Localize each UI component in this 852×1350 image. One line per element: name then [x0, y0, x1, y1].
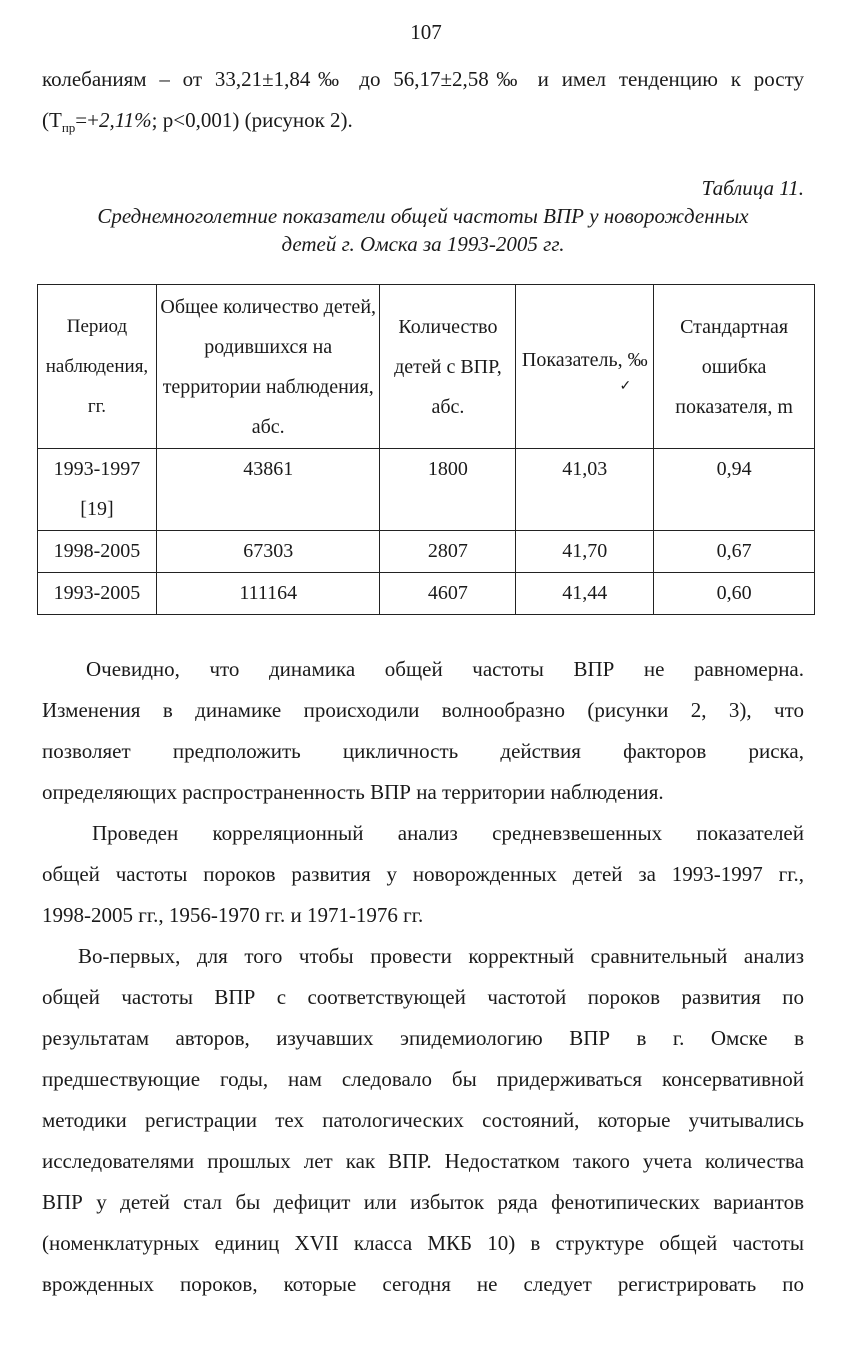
- paragraph-2-line: общей частоты пороков развития у новорожденных детей за 1993-1997 гг.,: [42, 862, 804, 886]
- cell-rate: 41,44: [516, 573, 654, 615]
- intro-line-2-b: =+: [75, 108, 99, 132]
- paragraph-2-line: 1998-2005 гг., 1956-1970 гг. и 1971-1976 гг.: [42, 903, 424, 927]
- table-row: [38, 449, 815, 531]
- cell-total-births: 111164: [156, 573, 380, 615]
- cell-period: 1993-1997 [19]: [38, 449, 157, 531]
- paragraph-1-line: Изменения в динамике происходили волнообразно (рисунки 2, 3), что: [42, 698, 804, 722]
- cell-total-births: 43861: [156, 449, 380, 531]
- data-table: [37, 284, 815, 615]
- cell-rate: 41,03: [516, 449, 654, 531]
- paragraph-2-line: Проведен корреляционный анализ средневзвешенных показателей: [92, 821, 804, 845]
- paragraph-3-line: Во-первых, для того чтобы провести корректный сравнительный анализ: [78, 944, 804, 968]
- intro-line-1: колебаниям – от 33,21±1,84‰ до 56,17±2,58‰ и имел тенденцию к росту: [42, 67, 804, 91]
- paragraph-3-line: (номенклатурных единиц XVII класса МКБ 10) в структуре общей частоты: [42, 1231, 804, 1255]
- table-row: [38, 573, 815, 615]
- intro-line-2-sub: пр: [61, 120, 76, 136]
- header-total-births: Общее количество детей, родившихся на территории наблюдения, абс.: [156, 285, 380, 449]
- intro-line-2: [42, 107, 804, 141]
- paragraph-1-line: позволяет предположить цикличность действия факторов риска,: [42, 739, 804, 763]
- cell-std-error: 0,60: [654, 573, 815, 615]
- intro-line-2-italic: 2,11%: [98, 108, 152, 132]
- paragraph-3-line: предшествующие годы, нам следовало бы придерживаться консервативной: [42, 1067, 804, 1091]
- cell-period: 1993-2005: [38, 573, 157, 615]
- cell-cdm-count: 1800: [380, 449, 516, 531]
- table-label: Таблица 11.: [701, 176, 804, 200]
- paragraph-3-line: общей частоты ВПР с соответствующей частотой пороков развития по: [42, 985, 804, 1009]
- cell-period: 1998-2005: [38, 531, 157, 573]
- table-header-row: [38, 285, 815, 449]
- header-rate-label: Показатель, ‰: [521, 348, 648, 371]
- paragraph-3-line: методики регистрации тех патологических состояний, которые учитывались: [42, 1108, 804, 1132]
- table-title-line-2: детей г. Омска за 1993-2005 гг.: [281, 232, 565, 256]
- paragraph-1-line: определяющих распространенность ВПР на территории наблюдения.: [42, 780, 664, 804]
- cell-std-error: 0,94: [654, 449, 815, 531]
- header-cdm-count: Количество детей с ВПР, абс.: [380, 285, 516, 449]
- page-number: 107: [410, 20, 442, 44]
- paragraph-3-line: результатам авторов, изучавших эпидемиологию ВПР в г. Омске в: [42, 1026, 804, 1050]
- paragraph-3-line: врожденных пороков, которые сегодня не следует регистрировать по: [42, 1272, 804, 1296]
- paragraph-3-line: ВПР у детей стал бы дефицит или избыток ряда фенотипических вариантов: [42, 1190, 804, 1214]
- cell-rate: 41,70: [516, 531, 654, 573]
- paragraph-3-line: исследователями прошлых лет как ВПР. Недостатком такого учета количества: [42, 1149, 804, 1173]
- header-period: Период наблюдения, гг.: [38, 285, 157, 449]
- intro-line-2-a: (T: [42, 108, 62, 132]
- table-title-line-1: Среднемноголетние показатели общей частоты ВПР у новорожденных: [97, 204, 749, 228]
- cell-cdm-count: 2807: [380, 531, 516, 573]
- tick-mark-icon: ✓: [619, 378, 632, 394]
- header-std-error: Стандартная ошибка показателя, m: [654, 285, 815, 449]
- table-row: [38, 531, 815, 573]
- cell-total-births: 67303: [156, 531, 380, 573]
- cell-std-error: 0,67: [654, 531, 815, 573]
- header-rate: [516, 285, 654, 449]
- cell-cdm-count: 4607: [380, 573, 516, 615]
- paragraph-1-line: Очевидно, что динамика общей частоты ВПР не равномерна.: [86, 657, 804, 681]
- intro-line-2-c: ; p<0,001) (рисунок 2).: [151, 108, 353, 132]
